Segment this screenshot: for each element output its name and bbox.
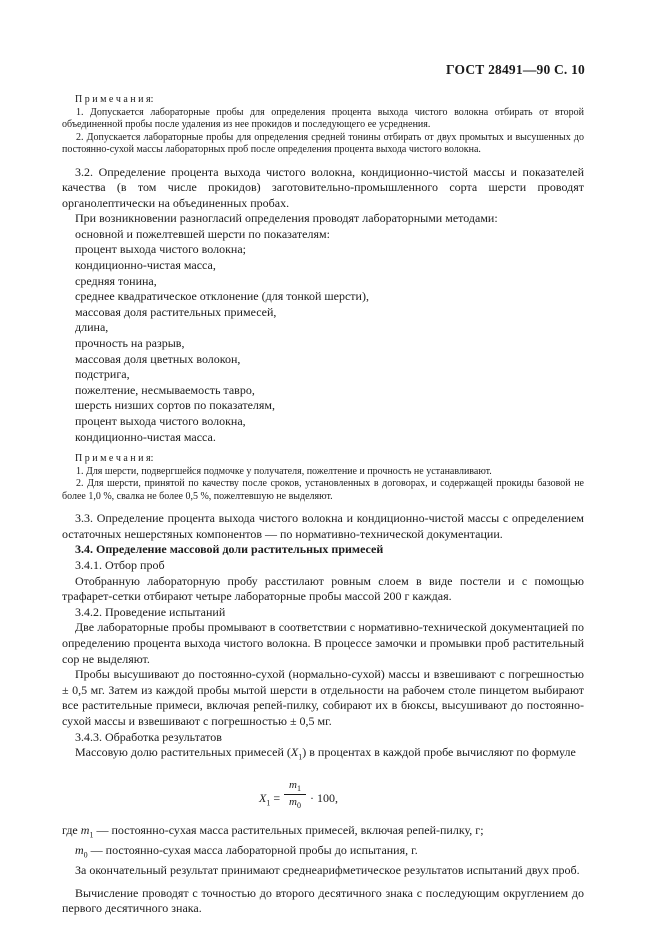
list-item: шерсть низших сортов по показателям, xyxy=(75,398,276,413)
section-3-4-title: 3.4. Определение массовой доли растительных примесей xyxy=(75,542,384,557)
section-3-4-2-title: 3.4.2. Проведение испытаний xyxy=(75,604,226,619)
formula-legend-line: $m_0$ — постоянно-сухая масса лабораторной пробы до испытания, г. xyxy=(75,843,418,860)
note-heading: П р и м е ч а н и я: xyxy=(75,453,154,465)
final-paragraph: Вычисление проводят с точностью до второго десятичного знака с последующим округлением до первого десятичного знака. xyxy=(62,885,584,916)
list-item: среднее квадратическое отклонение (для тонкой шерсти), xyxy=(75,289,369,304)
list-item: прочность на разрыв, xyxy=(75,336,185,351)
formula-denominator: $m_0$ xyxy=(289,796,301,811)
formula-lhs: $X_1$ = xyxy=(259,791,281,808)
formula-legend-line: где $m_1$ — постоянно-сухая масса растительных примесей, включая репей-пилку, г; xyxy=(62,823,484,840)
section-3-4-3-text: Массовую долю растительных примесей $(X_1)$ в процентах в каждой пробе вычисляют по формуле xyxy=(75,745,576,762)
formula-fraction xyxy=(284,779,306,810)
section-3-4-1-text: Отобранную лабораторную пробу расстилают ровным слоем в виде постели и с помощью трафарет-сетки отбирают четыре лабораторные пробы массой 200 г каждая. xyxy=(62,573,584,604)
indicator-list xyxy=(62,227,584,445)
list-item: кондиционно-чистая масса, xyxy=(75,258,216,273)
formula-numerator: $m_1$ xyxy=(284,779,306,795)
list-item: пожелтение, несмываемость тавро, xyxy=(75,382,255,397)
formula xyxy=(62,775,584,823)
section-3-2-paragraph: При возникновении разногласий определения проводят лабораторными методами: xyxy=(75,211,498,226)
list-item: процент выхода чистого волокна; xyxy=(75,242,247,257)
list-item: средняя тонина, xyxy=(75,273,157,288)
list-item: массовая доля цветных волокон, xyxy=(75,351,241,366)
note-item: 2. Для шерсти, принятой по качеству после сроков, установленных в договорах, и содержащей прокиды базовой не более 1,0 %, свалка не более 0,5 %, пожелтевшую не выделяют. xyxy=(62,478,584,502)
section-3-2-paragraph: 3.2. Определение процента выхода чистого волокна, кондиционно-чистой массы и показателей качества (в том числе прокидов) заготовительно-промышленного сорта шерсти проводят органолептически на объединенных пробах. xyxy=(62,164,584,210)
page-header: ГОСТ 28491—90 С. 10 xyxy=(446,62,585,77)
section-3-4-1-title: 3.4.1. Отбор проб xyxy=(75,557,165,572)
list-item: массовая доля растительных примесей, xyxy=(75,304,277,319)
final-paragraph: За окончательный результат принимают среднеарифметическое результатов испытаний двух проб. xyxy=(75,863,580,878)
section-3-4-2-text: Две лабораторные пробы промывают в соответствии с нормативно-технической документацией по определению процента выхода чистого волокна. В процессе замочки и промывки проб растительный сор не выделяют. xyxy=(62,620,584,666)
note-item: 1. Допускается лабораторные пробы для определения процента выхода чистого волокна отбирать от второй объединенной пробы после удаления из нее прокидов и последующего ее усреднения. xyxy=(62,106,584,130)
section-3-4-3-title: 3.4.3. Обработка результатов xyxy=(75,729,222,744)
formula-rhs: · 100, xyxy=(310,791,338,806)
note-heading: П р и м е ч а н и я: xyxy=(75,94,154,105)
document-body xyxy=(62,94,584,917)
section-3-4-2-text: Пробы высушивают до постоянно-сухой (нормально-сухой) массы и взвешивают с погрешностью ± 0,5 мг. Затем из каждой пробы мытой шерсти в отдельности на рабочем столе пинцетом выбирают все растительные примеси, включая репей-пилку, собирают их в бюксы, высушивают до постоянно-сухой массы и взвешивают с погрешностью ± 0,5 мг. xyxy=(62,667,584,728)
list-item: кондиционно-чистая масса. xyxy=(75,429,216,444)
note-item: 1. Для шерсти, подвергшейся подмочке у получателя, пожелтение и прочность не устанавливают. xyxy=(76,465,492,477)
list-item: подстрига, xyxy=(75,367,130,382)
section-3-3-paragraph: 3.3. Определение процента выхода чистого волокна и кондиционно-чистой массы с определением остаточных нешерстяных компонентов — по нормативно-технической документации. xyxy=(62,511,584,541)
list-intro: основной и пожелтевшей шерсти по показателям: xyxy=(75,226,330,241)
list-item: длина, xyxy=(75,320,109,335)
list-item: процент выхода чистого волокна, xyxy=(75,414,246,428)
note-item: 2. Допускается лабораторные пробы для определения средней тонины отбирать от двух промытых и высушенных до постоянно-сухой массы лабораторных проб после определения процента выхода чистого волокна. xyxy=(62,131,584,155)
